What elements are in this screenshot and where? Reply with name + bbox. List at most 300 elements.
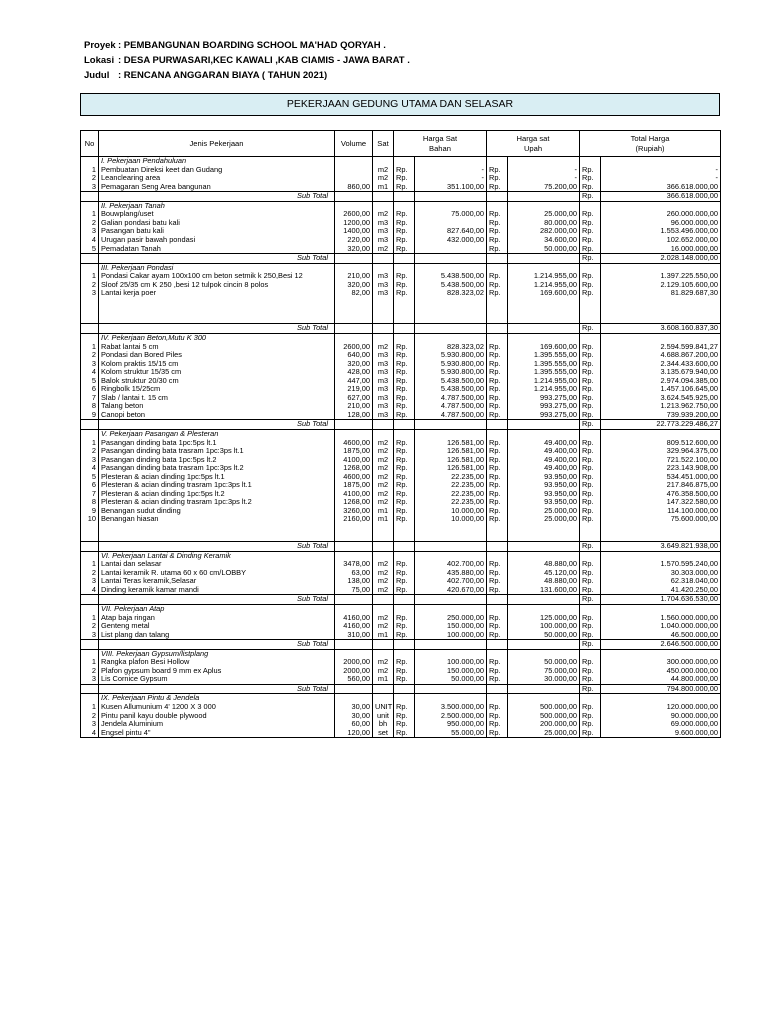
table-row <box>81 667 721 676</box>
proyek-label: Proyek <box>84 40 116 51</box>
empty-cell <box>508 263 580 272</box>
no-cell <box>81 157 99 166</box>
table-row <box>81 675 721 684</box>
table-row <box>81 507 721 516</box>
item-name: Galian pondasi batu kali <box>99 219 335 228</box>
item-upah-price: 169.600,00 <box>508 289 580 298</box>
table-row <box>81 174 721 183</box>
item-volume: 2000,00 <box>335 667 373 676</box>
header-jenis: Jenis Pekerjaan <box>99 131 335 157</box>
bahan-rp: Rp. <box>394 490 415 499</box>
total-rp: Rp. <box>580 515 601 524</box>
item-unit: bh <box>373 720 394 729</box>
item-volume: 627,00 <box>335 394 373 403</box>
item-volume <box>335 174 373 183</box>
empty-cell <box>394 595 415 605</box>
empty-cell <box>508 333 580 342</box>
item-upah-price: 1.214.955,00 <box>508 385 580 394</box>
empty-cell <box>508 649 580 658</box>
total-rp: Rp. <box>580 236 601 245</box>
item-volume: 1875,00 <box>335 481 373 490</box>
total-rp: Rp. <box>580 456 601 465</box>
item-bahan-price: 420.670,00 <box>415 586 487 595</box>
header-bahan <box>394 131 487 157</box>
upah-rp: Rp. <box>487 729 508 738</box>
total-rp: Rp. <box>580 703 601 712</box>
item-bahan-price: 55.000,00 <box>415 729 487 738</box>
item-total: 1.040.000.000,00 <box>601 622 721 631</box>
upah-rp: Rp. <box>487 631 508 640</box>
empty-cell <box>373 254 394 264</box>
item-bahan-price: 5.930.800,00 <box>415 351 487 360</box>
item-name: Pasangan batu kali <box>99 227 335 236</box>
no-cell <box>81 640 99 650</box>
upah-rp: Rp. <box>487 447 508 456</box>
total-rp: Rp. <box>580 368 601 377</box>
item-bahan-price: 5.438.500,00 <box>415 377 487 386</box>
section-title: V. Pekerjaan Pasangan & Plesteran <box>99 429 335 438</box>
table-row <box>81 351 721 360</box>
item-volume: 4100,00 <box>335 456 373 465</box>
item-bahan-price: 126.581,00 <box>415 464 487 473</box>
item-volume: 128,00 <box>335 411 373 420</box>
item-bahan-price: 5.930.800,00 <box>415 360 487 369</box>
empty-cell <box>335 333 373 342</box>
section-title: VII. Pekerjaan Atap <box>99 604 335 613</box>
total-rp: Rp. <box>580 658 601 667</box>
item-no: 2 <box>81 711 99 720</box>
upah-rp: Rp. <box>487 675 508 684</box>
empty-cell <box>508 524 580 533</box>
item-volume: 60,00 <box>335 720 373 729</box>
empty-cell <box>373 429 394 438</box>
total-rp: Rp. <box>580 560 601 569</box>
empty-cell <box>335 263 373 272</box>
item-name: Slab / lantai t. 15 cm <box>99 394 335 403</box>
item-upah-price: 1.214.955,00 <box>508 272 580 281</box>
item-no: 3 <box>81 183 99 192</box>
item-total: 721.522.100,00 <box>601 456 721 465</box>
table-row <box>81 481 721 490</box>
item-volume: 219,00 <box>335 385 373 394</box>
upah-rp: Rp. <box>487 368 508 377</box>
subtotal-row <box>81 595 721 605</box>
item-bahan-price <box>415 244 487 253</box>
upah-rp: Rp. <box>487 439 508 448</box>
empty-cell <box>335 315 373 324</box>
empty-cell <box>373 533 394 542</box>
section-title: I. Pekerjaan Pendahuluan <box>99 157 335 166</box>
table-row <box>81 720 721 729</box>
empty-cell <box>394 420 415 430</box>
empty-cell <box>99 533 335 542</box>
bahan-rp: Rp. <box>394 411 415 420</box>
upah-rp: Rp. <box>487 360 508 369</box>
item-bahan-price: 150.000,00 <box>415 622 487 631</box>
upah-rp: Rp. <box>487 560 508 569</box>
item-no: 1 <box>81 703 99 712</box>
empty-cell <box>373 157 394 166</box>
item-total: 1.397.225.550,00 <box>601 272 721 281</box>
item-name: Lantai Teras keramik,Selasar <box>99 577 335 586</box>
item-volume: 428,00 <box>335 368 373 377</box>
empty-cell <box>415 201 487 210</box>
empty-cell <box>394 298 415 307</box>
total-rp: Rp. <box>580 166 601 175</box>
item-volume: 320,00 <box>335 360 373 369</box>
item-bahan-price: 5.438.500,00 <box>415 385 487 394</box>
total-rp: Rp. <box>580 667 601 676</box>
empty-cell <box>99 315 335 324</box>
item-no: 3 <box>81 675 99 684</box>
item-upah-price: 75.000,00 <box>508 667 580 676</box>
empty-cell <box>580 315 601 324</box>
item-bahan-price: 4.787.500,00 <box>415 402 487 411</box>
empty-cell <box>394 533 415 542</box>
lokasi-value: : DESA PURWASARI,KEC KAWALI ,KAB CIAMIS - JAWA BARAT . <box>118 55 410 66</box>
item-bahan-price: 827.640,00 <box>415 227 487 236</box>
empty-cell <box>394 324 415 334</box>
no-cell <box>81 551 99 560</box>
item-volume: 2600,00 <box>335 210 373 219</box>
bahan-rp: Rp. <box>394 613 415 622</box>
item-bahan-price: 75.000,00 <box>415 210 487 219</box>
empty-cell <box>394 684 415 694</box>
item-volume: 2160,00 <box>335 515 373 524</box>
item-total: 46.500.000,00 <box>601 631 721 640</box>
section-title: IV. Pekerjaan Beton,Mutu K 300 <box>99 333 335 342</box>
item-bahan-price: 402.700,00 <box>415 560 487 569</box>
item-total: 81.829.687,30 <box>601 289 721 298</box>
item-total: 16.000.000,00 <box>601 244 721 253</box>
empty-cell <box>373 333 394 342</box>
empty-cell <box>580 263 601 272</box>
item-no: 5 <box>81 473 99 482</box>
item-unit: m3 <box>373 281 394 290</box>
item-volume: 860,00 <box>335 183 373 192</box>
item-no: 2 <box>81 569 99 578</box>
no-cell <box>81 192 99 202</box>
upah-rp: Rp. <box>487 411 508 420</box>
empty-cell <box>81 306 99 315</box>
bahan-rp: Rp. <box>394 174 415 183</box>
empty-cell <box>394 315 415 324</box>
item-volume: 640,00 <box>335 351 373 360</box>
total-rp: Rp. <box>580 244 601 253</box>
bahan-rp: Rp. <box>394 560 415 569</box>
item-no: 1 <box>81 166 99 175</box>
total-rp: Rp. <box>580 569 601 578</box>
empty-cell <box>415 333 487 342</box>
item-total: 44.800.000,00 <box>601 675 721 684</box>
upah-rp: Rp. <box>487 227 508 236</box>
bahan-rp: Rp. <box>394 166 415 175</box>
total-rp: Rp. <box>580 411 601 420</box>
table-row <box>81 377 721 386</box>
item-upah-price: - <box>508 166 580 175</box>
item-unit: m2 <box>373 577 394 586</box>
item-upah-price: 25.000,00 <box>508 507 580 516</box>
table-row <box>81 560 721 569</box>
blank-row <box>81 306 721 315</box>
item-total: 223.143.908,00 <box>601 464 721 473</box>
subtotal-value: 3.608.160.837,30 <box>601 324 721 334</box>
empty-cell <box>580 157 601 166</box>
item-volume: 138,00 <box>335 577 373 586</box>
empty-cell <box>335 533 373 542</box>
item-upah-price: 80.000,00 <box>508 219 580 228</box>
empty-cell <box>415 157 487 166</box>
empty-cell <box>415 192 487 202</box>
item-no: 1 <box>81 439 99 448</box>
empty-cell <box>487 542 508 552</box>
item-bahan-price: 22.235,00 <box>415 490 487 499</box>
empty-cell <box>415 524 487 533</box>
empty-cell <box>487 694 508 703</box>
section-row <box>81 551 721 560</box>
empty-cell <box>373 201 394 210</box>
item-upah-price: 993.275,00 <box>508 402 580 411</box>
empty-cell <box>394 640 415 650</box>
bahan-rp: Rp. <box>394 473 415 482</box>
total-rp: Rp. <box>580 219 601 228</box>
subtotal-label: Sub Total <box>99 640 335 650</box>
item-bahan-price: 828.323,02 <box>415 289 487 298</box>
upah-rp: Rp. <box>487 244 508 253</box>
table-row <box>81 411 721 420</box>
item-name: Jendela Aluminium <box>99 720 335 729</box>
bahan-rp: Rp. <box>394 360 415 369</box>
item-bahan-price: 10.000,00 <box>415 507 487 516</box>
table-row <box>81 183 721 192</box>
item-upah-price: 48.880,00 <box>508 560 580 569</box>
item-upah-price: 49.400,00 <box>508 439 580 448</box>
item-upah-price: 1.395.555,00 <box>508 360 580 369</box>
item-volume: 4160,00 <box>335 613 373 622</box>
subtotal-rp: Rp. <box>580 684 601 694</box>
item-no: 3 <box>81 227 99 236</box>
empty-cell <box>394 694 415 703</box>
table-header <box>81 131 721 157</box>
item-upah-price: 993.275,00 <box>508 394 580 403</box>
item-upah-price: 1.214.955,00 <box>508 281 580 290</box>
total-rp: Rp. <box>580 577 601 586</box>
item-no: 2 <box>81 622 99 631</box>
item-unit: UNIT <box>373 703 394 712</box>
empty-cell <box>580 694 601 703</box>
no-cell <box>81 694 99 703</box>
empty-cell <box>580 429 601 438</box>
item-no: 4 <box>81 236 99 245</box>
empty-cell <box>373 542 394 552</box>
empty-cell <box>601 604 721 613</box>
upah-rp: Rp. <box>487 569 508 578</box>
empty-cell <box>335 429 373 438</box>
empty-cell <box>487 524 508 533</box>
subtotal-label: Sub Total <box>99 420 335 430</box>
no-cell <box>81 420 99 430</box>
table-row <box>81 703 721 712</box>
item-volume: 75,00 <box>335 586 373 595</box>
no-cell <box>81 263 99 272</box>
item-upah-price: 49.400,00 <box>508 447 580 456</box>
upah-rp: Rp. <box>487 507 508 516</box>
empty-cell <box>373 315 394 324</box>
item-name: Kolom struktur 15/35 cm <box>99 368 335 377</box>
table-row <box>81 447 721 456</box>
empty-cell <box>487 201 508 210</box>
subtotal-row <box>81 192 721 202</box>
item-upah-price: 169.600,00 <box>508 342 580 351</box>
upah-rp: Rp. <box>487 289 508 298</box>
table-row <box>81 498 721 507</box>
upah-rp: Rp. <box>487 622 508 631</box>
item-no: 9 <box>81 411 99 420</box>
total-rp: Rp. <box>580 289 601 298</box>
item-no: 3 <box>81 289 99 298</box>
table-row <box>81 622 721 631</box>
item-name: Pondasi dan Bored Piles <box>99 351 335 360</box>
item-name: Talang beton <box>99 402 335 411</box>
item-no: 4 <box>81 729 99 738</box>
item-name: Genteng metal <box>99 622 335 631</box>
subtotal-rp: Rp. <box>580 192 601 202</box>
total-rp: Rp. <box>580 272 601 281</box>
item-total: 1.560.000.000,00 <box>601 613 721 622</box>
item-bahan-price: 5.438.500,00 <box>415 281 487 290</box>
bahan-rp: Rp. <box>394 667 415 676</box>
item-total: 366.618.000,00 <box>601 183 721 192</box>
empty-cell <box>335 324 373 334</box>
total-rp: Rp. <box>580 613 601 622</box>
empty-cell <box>487 604 508 613</box>
no-cell <box>81 254 99 264</box>
header-total <box>580 131 721 157</box>
no-cell <box>81 604 99 613</box>
item-total: 102.652.000,00 <box>601 236 721 245</box>
bahan-rp: Rp. <box>394 368 415 377</box>
table-row <box>81 658 721 667</box>
item-unit: m3 <box>373 227 394 236</box>
item-no: 1 <box>81 658 99 667</box>
bahan-rp: Rp. <box>394 281 415 290</box>
upah-rp: Rp. <box>487 219 508 228</box>
item-total: 217.846.875,00 <box>601 481 721 490</box>
section-title: III. Pekerjaan Pondasi <box>99 263 335 272</box>
item-unit: m3 <box>373 377 394 386</box>
bahan-rp: Rp. <box>394 272 415 281</box>
item-upah-price: 25.000,00 <box>508 210 580 219</box>
item-upah-price: 30.000,00 <box>508 675 580 684</box>
item-volume: 2600,00 <box>335 342 373 351</box>
upah-rp: Rp. <box>487 515 508 524</box>
item-total: 1.553.496.000,00 <box>601 227 721 236</box>
item-no: 4 <box>81 368 99 377</box>
item-upah-price: 93.950,00 <box>508 498 580 507</box>
item-name: Plesteran & acian dinding 1pc:5ps lt.2 <box>99 490 335 499</box>
empty-cell <box>394 649 415 658</box>
subtotal-label: Sub Total <box>99 192 335 202</box>
empty-cell <box>335 420 373 430</box>
empty-cell <box>394 254 415 264</box>
table-row <box>81 289 721 298</box>
empty-cell <box>415 542 487 552</box>
empty-cell <box>373 684 394 694</box>
item-unit: m2 <box>373 473 394 482</box>
empty-cell <box>335 649 373 658</box>
table-row <box>81 515 721 524</box>
section-row <box>81 157 721 166</box>
item-unit: m1 <box>373 515 394 524</box>
empty-cell <box>415 684 487 694</box>
item-no: 2 <box>81 351 99 360</box>
header-upah-line1: Harga sat <box>516 133 550 143</box>
item-volume: 63,00 <box>335 569 373 578</box>
item-bahan-price: 4.787.500,00 <box>415 411 487 420</box>
bahan-rp: Rp. <box>394 183 415 192</box>
item-total: 4.688.867.200,00 <box>601 351 721 360</box>
item-total: 260.000.000,00 <box>601 210 721 219</box>
upah-rp: Rp. <box>487 473 508 482</box>
item-total: 3.135.679.940,00 <box>601 368 721 377</box>
empty-cell <box>394 333 415 342</box>
upah-rp: Rp. <box>487 236 508 245</box>
item-upah-price: 50.000,00 <box>508 658 580 667</box>
empty-cell <box>508 533 580 542</box>
empty-cell <box>394 551 415 560</box>
item-no: 1 <box>81 613 99 622</box>
empty-cell <box>335 640 373 650</box>
bahan-rp: Rp. <box>394 219 415 228</box>
empty-cell <box>335 201 373 210</box>
empty-cell <box>487 254 508 264</box>
item-volume: 1200,00 <box>335 219 373 228</box>
item-upah-price: 125.000,00 <box>508 613 580 622</box>
empty-cell <box>487 595 508 605</box>
upah-rp: Rp. <box>487 490 508 499</box>
item-no: 5 <box>81 377 99 386</box>
upah-rp: Rp. <box>487 456 508 465</box>
total-rp: Rp. <box>580 729 601 738</box>
upah-rp: Rp. <box>487 402 508 411</box>
table-row <box>81 569 721 578</box>
item-unit: m2 <box>373 498 394 507</box>
empty-cell <box>99 298 335 307</box>
item-bahan-price: 5.438.500,00 <box>415 272 487 281</box>
item-total: 1.457.106.645,00 <box>601 385 721 394</box>
empty-cell <box>601 315 721 324</box>
section-title: IX. Pekerjaan Pintu & Jendela <box>99 694 335 703</box>
upah-rp: Rp. <box>487 281 508 290</box>
empty-cell <box>487 263 508 272</box>
bahan-rp: Rp. <box>394 456 415 465</box>
empty-cell <box>487 192 508 202</box>
table-row <box>81 342 721 351</box>
item-volume: 1400,00 <box>335 227 373 236</box>
item-bahan-price: 351.100,00 <box>415 183 487 192</box>
total-rp: Rp. <box>580 631 601 640</box>
empty-cell <box>394 157 415 166</box>
empty-cell <box>373 192 394 202</box>
item-upah-price: 50.000,00 <box>508 631 580 640</box>
lokasi-line <box>84 53 410 68</box>
item-volume: 1268,00 <box>335 498 373 507</box>
item-volume <box>335 166 373 175</box>
item-total: 300.000.000,00 <box>601 658 721 667</box>
item-unit: m3 <box>373 351 394 360</box>
item-unit: m3 <box>373 289 394 298</box>
item-volume: 320,00 <box>335 281 373 290</box>
